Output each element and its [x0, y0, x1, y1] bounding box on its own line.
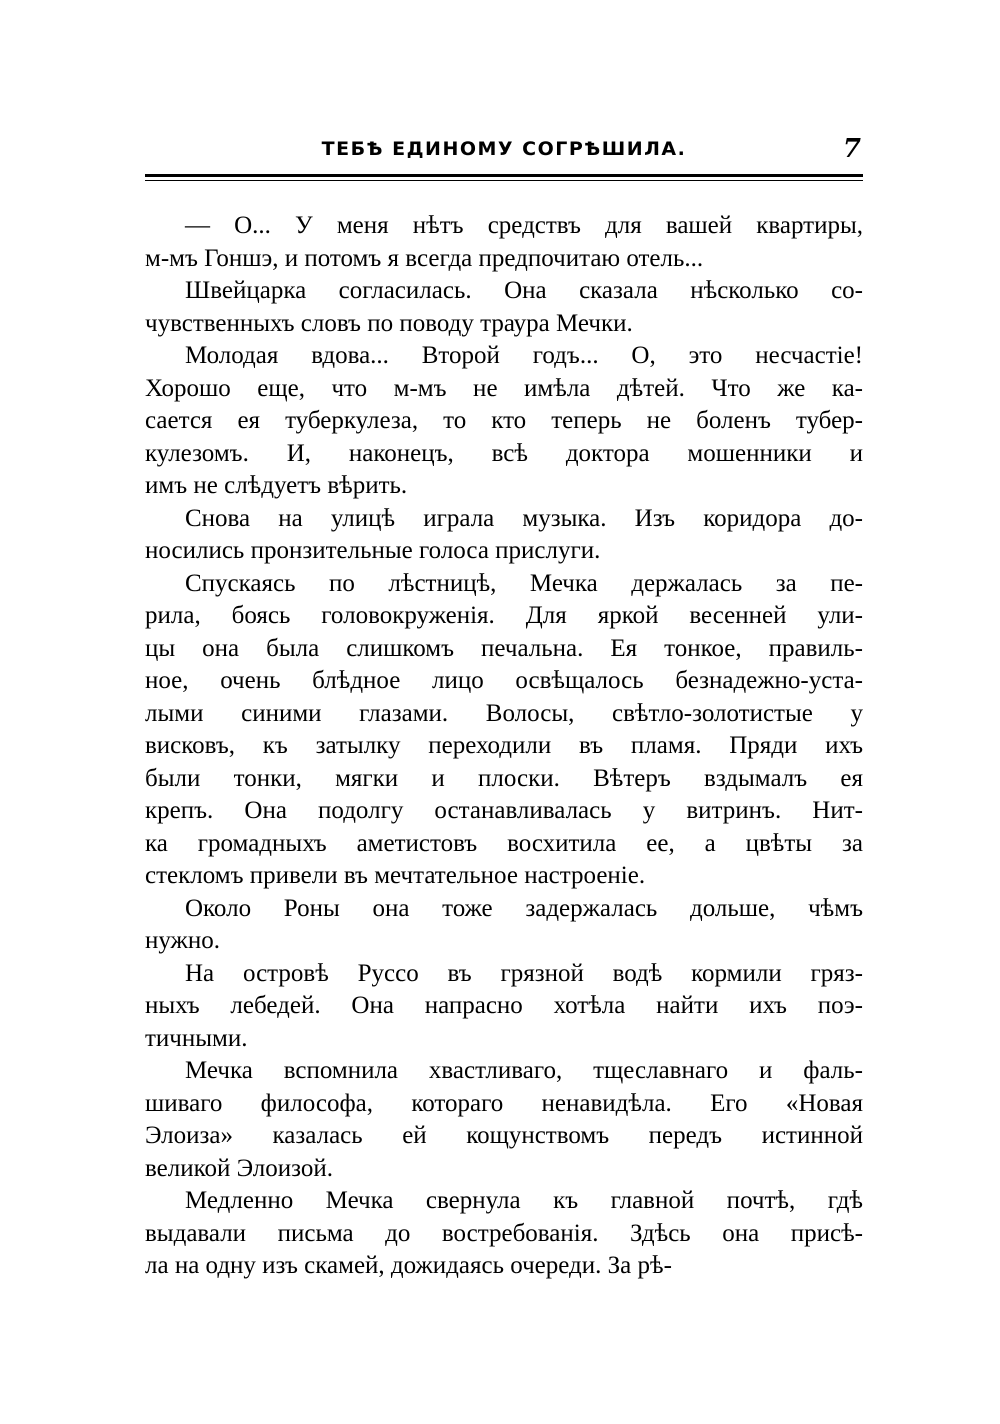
text-line: лыми синими глазами. Волосы, свѣтло-золотистые у: [145, 699, 863, 727]
text-line: Около Роны она тоже задержалась дольше, чѣмъ: [185, 894, 863, 922]
text-line: были тонки, мягки и плоски. Вѣтеръ вздымалъ ея: [145, 764, 863, 792]
paragraph: [145, 503, 863, 568]
text-line: нужно.: [145, 927, 220, 954]
paragraph: [145, 958, 863, 1056]
text-line: ка громадныхъ аметистовъ восхитила ее, а цвѣты за: [145, 829, 863, 857]
text-line: Швейцарка согласилась. Она сказала нѣсколько со-: [185, 277, 863, 304]
text-line: висковъ, къ затылку переходили въ пламя. Пряди ихъ: [145, 732, 863, 759]
text-line: Медленно Мечка свернула къ главной почтѣ, гдѣ: [185, 1187, 863, 1214]
paragraph: [145, 893, 863, 958]
text-line: великой Элоизой.: [145, 1154, 334, 1182]
header-rule-thin: [145, 180, 863, 181]
text-line: шиваго философа, котораго ненавидѣла. Его «Новая: [145, 1089, 863, 1117]
text-line: цы она была слишкомъ печальна. Ея тонкое, правиль-: [145, 634, 863, 662]
text-line: чувственныхъ словъ по поводу траура Мечки.: [145, 309, 633, 337]
text-line: рила, боясь головокруженія. Для яркой весенней ули-: [145, 602, 863, 629]
text-line: Снова на улицѣ играла музыка. Изъ коридора до-: [185, 504, 863, 532]
text-line: носились пронзительные голоса прислуги.: [145, 537, 601, 564]
paragraph: [145, 275, 863, 340]
body-text: [145, 210, 863, 1283]
text-line: ное, очень блѣдное лицо освѣщалось безнадежно-уста-: [145, 667, 863, 694]
text-line: Спускаясь по лѣстницѣ, Мечка держалась за пе-: [185, 569, 863, 597]
text-line: сается ея туберкулеза, то кто теперь не боленъ тубер-: [145, 407, 863, 434]
text-line: ныхъ лебедей. Она напрасно хотѣла найти ихъ поэ-: [145, 992, 863, 1019]
text-line: ла на одну изъ скамей, дожидаясь очереди. За рѣ-: [145, 1252, 672, 1279]
paragraph: [145, 340, 863, 503]
text-line: имъ не слѣдуетъ вѣрить.: [145, 472, 408, 499]
paragraph: [145, 568, 863, 893]
text-line: Молодая вдова... Второй годъ... О, это несчастіе!: [185, 342, 863, 369]
page-number: 7: [842, 134, 861, 164]
text-line: стекломъ привели въ мечтательное настроеніе.: [145, 862, 646, 889]
running-header: [145, 134, 863, 172]
text-line: Хорошо еще, что м-мъ не имѣла дѣтей. Что же ка-: [145, 374, 863, 402]
text-line: кулезомъ. И, наконецъ, всѣ доктора мошенники и: [145, 439, 863, 467]
text-line: Мечка вспомнила хвастливаго, тщеславнаго и фаль-: [185, 1057, 863, 1084]
paragraph: [145, 1185, 863, 1283]
text-line: Элоиза» казалась ей кощунствомъ передъ истинной: [145, 1122, 863, 1149]
paragraph: [145, 210, 863, 275]
text-line: выдавали письма до востребованія. Здѣсь она присѣ-: [145, 1219, 863, 1247]
text-line: тичными.: [145, 1024, 248, 1052]
running-title: ТЕБѢ ЕДИНОМУ СОГРѢШИЛА.: [321, 138, 687, 160]
text-line: крепъ. Она подолгу останавливалась у витринъ. Нит-: [145, 797, 863, 824]
text-line: м-мъ Гоншэ, и потомъ я всегда предпочитаю отель...: [145, 244, 704, 272]
header-rule-thick: [145, 174, 863, 177]
paragraph: [145, 1055, 863, 1185]
text-line: На островѣ Руссо въ грязной водѣ кормили гряз-: [185, 959, 863, 987]
text-line: — О... У меня нѣтъ средствъ для вашей квартиры,: [185, 212, 863, 239]
